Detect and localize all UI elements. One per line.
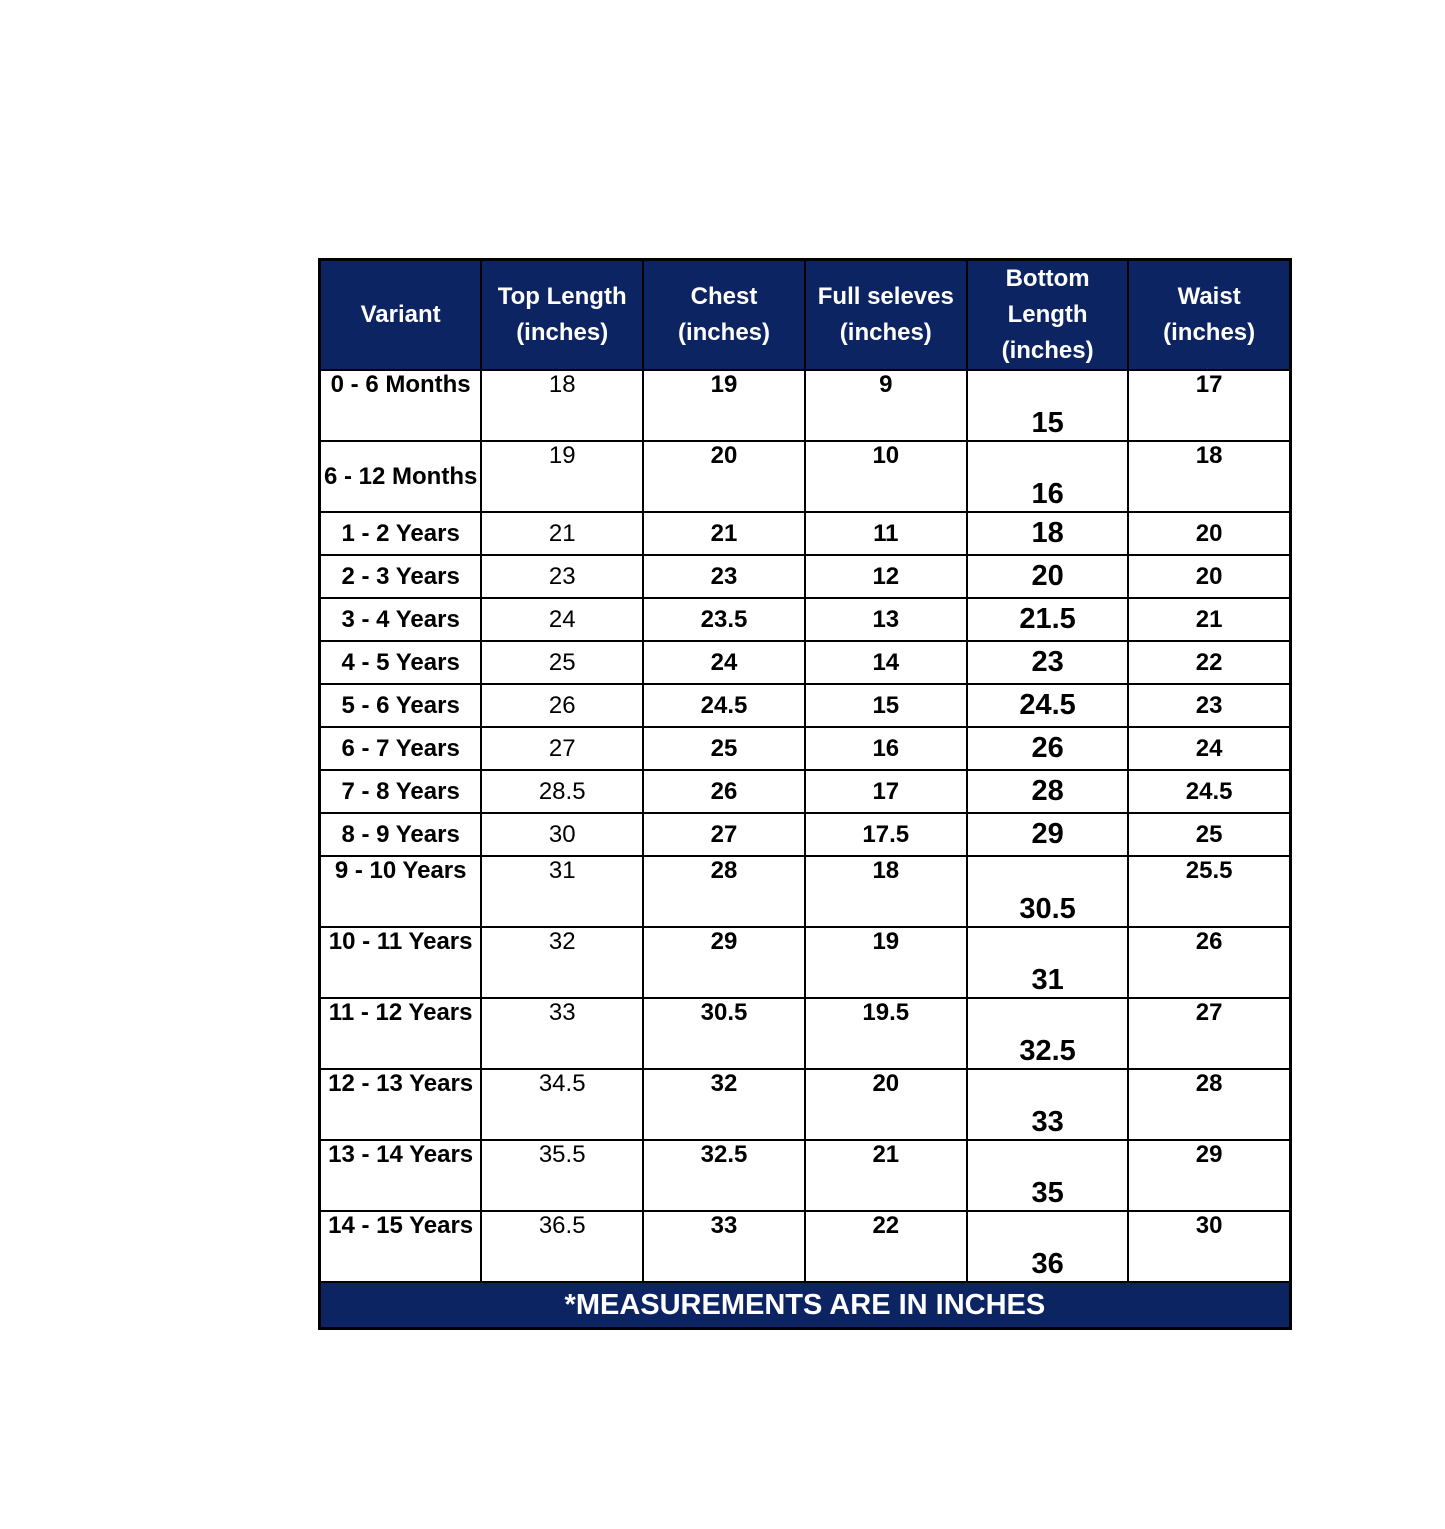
cell-variant: 9 - 10 Years [320,856,482,927]
cell-top-length: 31 [481,856,643,927]
cell-chest: 20 [643,441,805,512]
cell-variant: 10 - 11 Years [320,927,482,998]
cell-top-length: 30 [481,813,643,856]
cell-chest: 26 [643,770,805,813]
cell-bottom-length: 29 [967,813,1129,856]
cell-bottom-length: 15 [967,370,1129,441]
cell-variant: 7 - 8 Years [320,770,482,813]
cell-chest: 21 [643,512,805,555]
table-row [320,370,1291,441]
cell-bottom-length: 33 [967,1069,1129,1140]
cell-full-sleeves: 21 [805,1140,967,1211]
cell-variant: 2 - 3 Years [320,555,482,598]
cell-bottom-length: 28 [967,770,1129,813]
cell-full-sleeves: 17 [805,770,967,813]
cell-top-length: 26 [481,684,643,727]
cell-top-length: 21 [481,512,643,555]
cell-chest: 24.5 [643,684,805,727]
header-bottom-length: Bottom Length (inches) [967,260,1129,371]
header-waist: Waist (inches) [1128,260,1290,371]
table-header [320,260,1291,371]
cell-top-length: 18 [481,370,643,441]
cell-full-sleeves: 18 [805,856,967,927]
cell-variant: 5 - 6 Years [320,684,482,727]
cell-full-sleeves: 10 [805,441,967,512]
cell-variant: 1 - 2 Years [320,512,482,555]
cell-chest: 32 [643,1069,805,1140]
cell-waist: 26 [1128,927,1290,998]
cell-chest: 30.5 [643,998,805,1069]
table-footer [320,1282,1291,1329]
cell-waist: 24.5 [1128,770,1290,813]
cell-top-length: 33 [481,998,643,1069]
cell-chest: 19 [643,370,805,441]
cell-chest: 28 [643,856,805,927]
header-row [320,260,1291,371]
cell-full-sleeves: 12 [805,555,967,598]
footer-row [320,1282,1291,1329]
table-row [320,555,1291,598]
cell-full-sleeves: 22 [805,1211,967,1282]
table-row [320,727,1291,770]
cell-chest: 29 [643,927,805,998]
cell-top-length: 27 [481,727,643,770]
table-row [320,927,1291,998]
cell-variant: 14 - 15 Years [320,1211,482,1282]
table-body [320,370,1291,1282]
cell-bottom-length: 23 [967,641,1129,684]
table-row [320,598,1291,641]
cell-bottom-length: 20 [967,555,1129,598]
cell-waist: 27 [1128,998,1290,1069]
cell-variant: 4 - 5 Years [320,641,482,684]
cell-bottom-length: 32.5 [967,998,1129,1069]
cell-chest: 33 [643,1211,805,1282]
cell-waist: 21 [1128,598,1290,641]
cell-top-length: 23 [481,555,643,598]
cell-waist: 22 [1128,641,1290,684]
header-top-length: Top Length (inches) [481,260,643,371]
cell-variant: 13 - 14 Years [320,1140,482,1211]
cell-waist: 20 [1128,555,1290,598]
cell-variant: 11 - 12 Years [320,998,482,1069]
cell-chest: 24 [643,641,805,684]
cell-variant: 0 - 6 Months [320,370,482,441]
cell-waist: 20 [1128,512,1290,555]
cell-top-length: 19 [481,441,643,512]
cell-top-length: 35.5 [481,1140,643,1211]
cell-full-sleeves: 16 [805,727,967,770]
cell-top-length: 36.5 [481,1211,643,1282]
cell-full-sleeves: 9 [805,370,967,441]
table-row [320,813,1291,856]
cell-full-sleeves: 20 [805,1069,967,1140]
header-variant: Variant [320,260,482,371]
cell-bottom-length: 30.5 [967,856,1129,927]
cell-chest: 25 [643,727,805,770]
cell-variant: 6 - 7 Years [320,727,482,770]
cell-bottom-length: 31 [967,927,1129,998]
cell-variant: 3 - 4 Years [320,598,482,641]
cell-full-sleeves: 17.5 [805,813,967,856]
cell-variant: 12 - 13 Years [320,1069,482,1140]
cell-bottom-length: 24.5 [967,684,1129,727]
cell-waist: 17 [1128,370,1290,441]
cell-top-length: 34.5 [481,1069,643,1140]
cell-waist: 24 [1128,727,1290,770]
cell-waist: 18 [1128,441,1290,512]
cell-waist: 29 [1128,1140,1290,1211]
table-row [320,641,1291,684]
table-row [320,856,1291,927]
cell-top-length: 32 [481,927,643,998]
cell-chest: 23.5 [643,598,805,641]
size-chart-table [318,258,1292,1330]
cell-full-sleeves: 11 [805,512,967,555]
cell-full-sleeves: 13 [805,598,967,641]
cell-waist: 25 [1128,813,1290,856]
cell-full-sleeves: 19.5 [805,998,967,1069]
table-row [320,684,1291,727]
cell-variant: 8 - 9 Years [320,813,482,856]
cell-waist: 25.5 [1128,856,1290,927]
header-full-sleeves: Full seleves (inches) [805,260,967,371]
cell-full-sleeves: 19 [805,927,967,998]
cell-bottom-length: 26 [967,727,1129,770]
cell-waist: 28 [1128,1069,1290,1140]
cell-chest: 27 [643,813,805,856]
table-row [320,770,1291,813]
cell-waist: 23 [1128,684,1290,727]
cell-top-length: 25 [481,641,643,684]
table-row [320,441,1291,512]
cell-bottom-length: 36 [967,1211,1129,1282]
cell-bottom-length: 35 [967,1140,1129,1211]
table-row [320,1211,1291,1282]
cell-bottom-length: 21.5 [967,598,1129,641]
table-row [320,1069,1291,1140]
cell-full-sleeves: 14 [805,641,967,684]
cell-full-sleeves: 15 [805,684,967,727]
header-chest: Chest (inches) [643,260,805,371]
cell-chest: 32.5 [643,1140,805,1211]
cell-chest: 23 [643,555,805,598]
measurement-note: *MEASUREMENTS ARE IN INCHES [320,1282,1291,1329]
table-row [320,512,1291,555]
table-row [320,998,1291,1069]
cell-top-length: 28.5 [481,770,643,813]
cell-waist: 30 [1128,1211,1290,1282]
cell-bottom-length: 16 [967,441,1129,512]
cell-top-length: 24 [481,598,643,641]
table-row [320,1140,1291,1211]
cell-variant: 6 - 12 Months [320,441,482,512]
cell-bottom-length: 18 [967,512,1129,555]
